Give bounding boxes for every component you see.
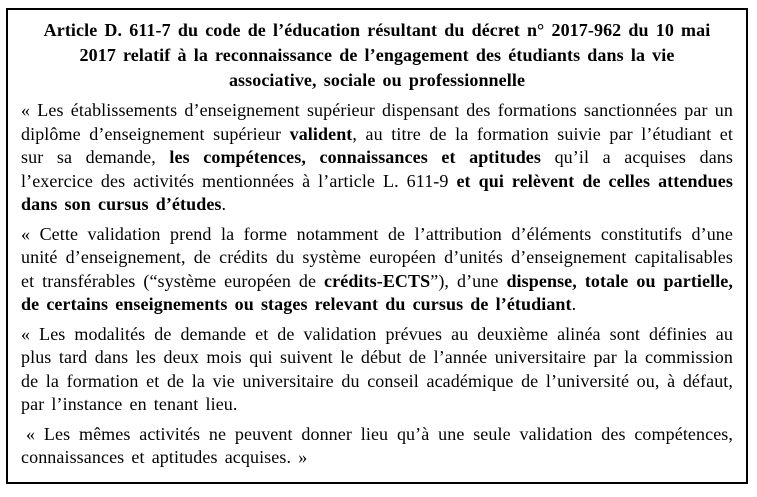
paragraph-4 [21, 423, 733, 470]
text-segment: « Les établissements d’enseignement supérieur dispensant des formations sanctionnées par un diplôme d’enseignement supérieur [21, 100, 733, 144]
paragraph-2 [21, 223, 733, 317]
text-segment: . [221, 194, 227, 214]
text-segment-bold: les compétences, connaissances et aptitudes [169, 147, 542, 167]
text-segment: . [571, 294, 577, 314]
text-segment: , au titre de la formation suivie par l’étudiant et sur sa demande, [21, 123, 733, 167]
paragraph-1 [21, 99, 733, 217]
paragraph-3 [21, 323, 733, 417]
text-segment-bold: valident [289, 123, 353, 144]
text-segment: qu’il a acquises dans l’exercice des activités mentionnées à l’article L. 611-9 [21, 147, 733, 191]
text-segment: « Les mêmes activités ne peuvent donner lieu qu’à une seule validation des compétences, connaissances et aptitudes acquises. » [21, 423, 733, 467]
text-segment: « Les modalités de demande et de validation prévues au deuxième alinéa sont définies au plus tard dans les deux mois qui suivent le début de l’année universitaire par la commission de la formation et de la vie universitaire du conseil académique de l’université ou, à défaut, par l’instance en tenant lieu. [21, 323, 733, 414]
text-segment-bold: dispense, totale ou partielle, de certains enseignements ou stages relevant du cursus de l’étudiant [21, 270, 733, 314]
text-segment: ”), d’une [430, 270, 507, 291]
text-segment-bold: et qui relèvent de celles attendues dans son cursus d’études [21, 170, 733, 214]
text-segment: « Cette validation prend la forme notamment de l’attribution d’éléments constitutifs d’une unité d’enseignement, de crédits du système européen d’unités d’enseignement capitalisables et transférables (“système européen de [21, 223, 733, 291]
article-title: Article D. 611-7 du code de l’éducation résultant du décret n° 2017-962 du 10 mai 2017 relatif à la reconnaissance de l’engagement des étudiants dans la vie associative, sociale ou professionnelle [43, 20, 711, 90]
text-segment-bold: crédits-ECTS [324, 270, 431, 291]
document-border-frame [6, 8, 748, 484]
